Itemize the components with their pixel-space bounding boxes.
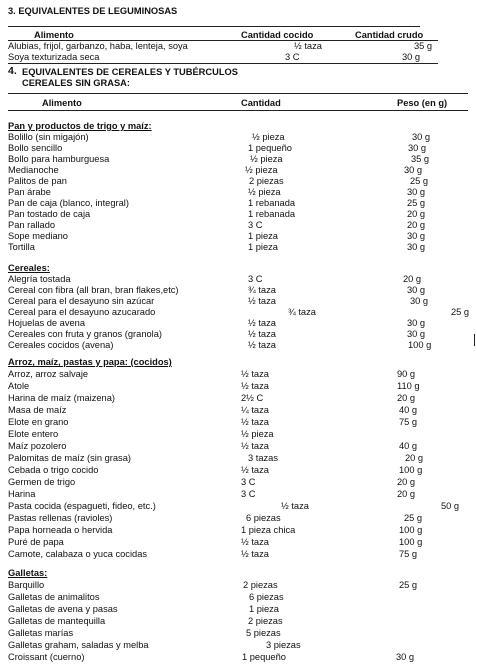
table-row-qty: ½ taza [248, 296, 276, 306]
table-row-qty: 3 tazas [248, 453, 278, 463]
table-row-food: Cereal para el desayuno azucarado [8, 307, 156, 317]
table-row-qty: 1 pieza [249, 604, 279, 614]
table-row-food: Pastas rellenas (ravioles) [8, 513, 113, 523]
section3-bottom-rule [8, 63, 438, 64]
table-row-qty: ½ taza [241, 465, 269, 475]
section3-top-rule [8, 26, 420, 27]
table-row-food: Cereal con fibra (all bran, bran flakes,etc) [8, 285, 179, 295]
section4-top-rule [8, 93, 468, 94]
table-row-food: Medianoche [8, 165, 59, 175]
table-row-food: Pan tostado de caja [8, 209, 91, 219]
table-row-weight: 30 g [407, 285, 426, 295]
table-row-qty: ½ taza [241, 381, 269, 391]
table-row-food: Cereal para el desayuno sin azúcar [8, 296, 155, 306]
table-row-weight: 25 g [404, 513, 423, 523]
table-row-qty: ½ pieza [250, 154, 283, 164]
table-row-food: Bollo sencillo [8, 143, 63, 153]
table-row-food: Soya texturizada seca [8, 52, 100, 62]
table-row-qty: ¼ taza [241, 405, 269, 415]
table-row-qty: ½ taza [248, 318, 276, 328]
table-row-food: Bolillo (sin migajón) [8, 132, 89, 142]
table-row-qty: ½ taza [241, 369, 269, 379]
table-row-weight: 20 g [407, 220, 426, 230]
table-row-qty: ½ taza [241, 537, 269, 547]
table-row-weight: 20 g [397, 489, 416, 499]
table-row-food: Cereales cocidos (avena) [8, 340, 114, 350]
table-row-food: Arroz, arroz salvaje [8, 369, 89, 379]
table-row-food: Puré de papa [8, 537, 64, 547]
table-row-weight: 25 g [451, 307, 470, 317]
table-row-food: Elote en grano [8, 417, 69, 427]
table-row-qty: 3 piezas [266, 640, 301, 650]
table-row-weight: 30 g [407, 187, 426, 197]
table-row-food: Hojuelas de avena [8, 318, 86, 328]
table-row-food: Cebada o trigo cocido [8, 465, 99, 475]
table-row-weight: 25 g [399, 580, 418, 590]
table-row-weight: 30 g [407, 329, 426, 339]
table-row-food: Pasta cocida (espagueti, fideo, etc.) [8, 501, 156, 511]
table-row-weight: 20 g [407, 209, 426, 219]
table-row-food: Sope mediano [8, 231, 68, 241]
table-row-weight: 50 g [441, 501, 460, 511]
table-row-qty: 1 rebanada [248, 209, 296, 219]
table-row-weight: 100 g [399, 525, 423, 535]
table-row-weight: 20 g [397, 477, 416, 487]
table-row-food: Camote, calabaza o yuca cocidas [8, 549, 148, 559]
table-row-food: Atole [8, 381, 30, 391]
table-row-weight: 30 g [408, 143, 427, 153]
table-row-qty: ½ taza [281, 501, 309, 511]
table-row-qty: 3 C [241, 489, 256, 499]
table-row-qty: ¾ taza [248, 285, 276, 295]
table-row-qty: 2 piezas [243, 580, 278, 590]
table-row-weight: 40 g [399, 441, 418, 451]
table-row-food: Pan árabe [8, 187, 51, 197]
table-row-weight: 30 g [404, 165, 423, 175]
table-row-qty: ½ taza [241, 441, 269, 451]
table-row-weight: 75 g [399, 417, 418, 427]
group-title-pan: Pan y productos de trigo y maíz: [8, 121, 152, 131]
table-row-weight: 30 g [407, 231, 426, 241]
section3-header-cooked: Cantidad cocido [241, 30, 314, 40]
table-row-qty: 1 pieza chica [241, 525, 296, 535]
table-row-weight: 100 g [408, 340, 432, 350]
table-row-qty: ½ pieza [248, 187, 281, 197]
group-title-arroz: Arroz, maíz, pastas y papa: (cocidos) [8, 357, 172, 367]
table-row-weight: 35 g [411, 154, 430, 164]
table-row-food: Galletas de avena y pasas [8, 604, 118, 614]
table-row-food: Pan rallado [8, 220, 56, 230]
table-row-qty: 3 C [248, 220, 263, 230]
section3-title: 3. EQUIVALENTES DE LEGUMINOSAS [8, 6, 178, 16]
section4-header-weight: Peso (en g) [397, 98, 448, 108]
table-row-food: Harina de maíz (maizena) [8, 393, 115, 403]
table-row-food: Galletas de mantequilla [8, 616, 106, 626]
table-row-weight: 75 g [399, 549, 418, 559]
table-row-qty: 2 piezas [249, 176, 284, 186]
table-row-raw: 30 g [402, 52, 421, 62]
section4-subtitle: CEREALES SIN GRASA: [22, 78, 130, 88]
table-row-food: Croissant (cuerno) [8, 652, 85, 662]
table-row-weight: 30 g [412, 132, 431, 142]
table-row-qty: ½ taza [241, 417, 269, 427]
table-row-food: Papa horneada o hervida [8, 525, 113, 535]
table-row-food: Palomitas de maíz (sin grasa) [8, 453, 131, 463]
table-row-food: Pan de caja (blanco, integral) [8, 198, 129, 208]
section3-header-raw: Cantidad crudo [355, 30, 424, 40]
table-row-weight: 100 g [399, 537, 423, 547]
table-row-qty: 1 pieza [248, 231, 278, 241]
table-row-weight: 20 g [397, 393, 416, 403]
table-row-cooked: 3 C [285, 52, 300, 62]
section4-header-rule [8, 110, 468, 111]
table-row-cooked: ½ taza [294, 41, 322, 51]
group-title-galletas: Galletas: [8, 568, 48, 578]
table-row-weight: 25 g [410, 176, 429, 186]
table-row-qty: ½ pieza [252, 132, 285, 142]
section3-header-food: Alimento [34, 30, 74, 40]
table-row-food: Galletas marías [8, 628, 74, 638]
table-row-qty: 5 piezas [246, 628, 281, 638]
table-row-food: Masa de maíz [8, 405, 67, 415]
table-row-weight: 30 g [410, 296, 429, 306]
table-row-qty: 3 C [241, 477, 256, 487]
table-row-qty: 6 piezas [246, 513, 281, 523]
group-title-cereales: Cereales: [8, 263, 50, 273]
table-row-weight: 40 g [399, 405, 418, 415]
table-row-qty: 3 C [248, 274, 263, 284]
table-row-food: Alubias, frijol, garbanzo, haba, lenteja, soya [8, 41, 188, 51]
table-row-food: Bollo para hamburguesa [8, 154, 110, 164]
table-row-qty: 1 pequeño [248, 143, 292, 153]
table-row-food: Elote entero [8, 429, 59, 439]
table-row-food: Tortilla [8, 242, 35, 252]
section4-header-qty: Cantidad [241, 98, 281, 108]
table-row-weight: 25 g [407, 198, 426, 208]
table-row-weight: 100 g [399, 465, 423, 475]
table-row-food: Palitos de pan [8, 176, 67, 186]
table-row-raw: 35 g [414, 41, 433, 51]
table-row-qty: 1 pieza [248, 242, 278, 252]
table-row-food: Germen de trigo [8, 477, 76, 487]
table-row-weight: 20 g [405, 453, 424, 463]
table-row-weight: 30 g [396, 652, 415, 662]
table-row-food: Barquillo [8, 580, 45, 590]
table-row-qty: 1 pequeño [242, 652, 286, 662]
table-row-qty: 1 rebanada [248, 198, 296, 208]
table-row-weight: 30 g [407, 318, 426, 328]
table-row-qty: ½ taza [241, 549, 269, 559]
section4-title: EQUIVALENTES DE CEREALES Y TUBÉRCULOS [22, 67, 238, 77]
table-row-qty: 2½ C [241, 393, 264, 403]
section4-number: 4. [8, 65, 17, 77]
table-row-food: Maíz pozolero [8, 441, 67, 451]
table-row-food: Cereales con fruta y granos (granola) [8, 329, 162, 339]
table-row-qty: 6 piezas [249, 592, 284, 602]
table-row-food: Galletas de animalitos [8, 592, 100, 602]
table-row-qty: 2 piezas [248, 616, 283, 626]
table-row-qty: ½ taza [248, 329, 276, 339]
table-row-weight: 90 g [397, 369, 416, 379]
table-row-qty: ½ pieza [241, 429, 274, 439]
table-row-qty: ¾ taza [288, 307, 316, 317]
table-row-weight: 20 g [403, 274, 422, 284]
table-row-qty: ½ taza [248, 340, 276, 350]
table-row-weight: 110 g [397, 381, 420, 391]
table-row-weight: 30 g [407, 242, 426, 252]
table-row-food: Alegría tostada [8, 274, 71, 284]
table-row-food: Galletas graham, saladas y melba [8, 640, 149, 650]
table-row-qty: ½ pieza [245, 165, 278, 175]
table-row-food: Harina [8, 489, 36, 499]
text-cursor [474, 334, 475, 346]
section4-header-food: Alimento [42, 98, 82, 108]
